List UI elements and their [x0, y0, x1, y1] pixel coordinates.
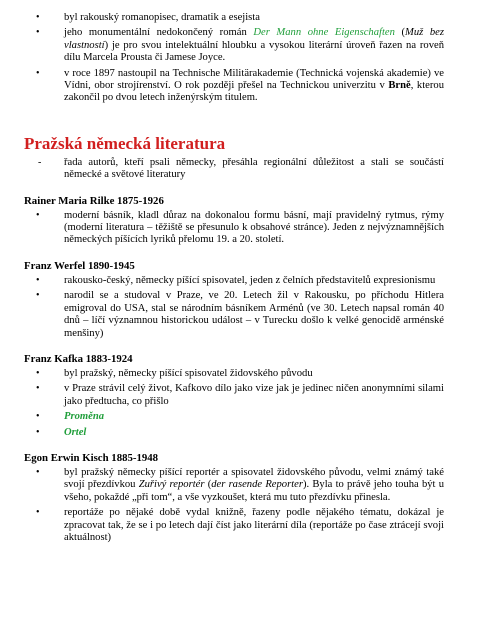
list-item [24, 68, 444, 105]
list-item: • reportáže po nějaké době vydal knižně, řazeny podle nějakého tématu, dokázal je zpracovat tak, že se i po letech dají číst jako literární díla (reportáže po čase ztrácejí svoji aktuálnost) [24, 507, 444, 544]
author-list [24, 467, 444, 544]
list-item [24, 12, 444, 24]
author-list [24, 275, 444, 340]
list-item: • moderní básník, kladl důraz na dokonalou formu básní, mají pravidelný rytmus, rýmy (moderní literatura – těžiště se přesunulo k obsahové stránce). Jeden z nejvýznamnějších německých píšících lyriků přelomu 19. a 20. století. [24, 210, 444, 247]
nickname: Zuřivý reportér [138, 479, 205, 491]
city-name: Brně [388, 80, 411, 92]
list-item [24, 411, 444, 423]
item-text: v roce 1897 nastoupil na Technische Militärakademie (Technická vojenská akademie) ve Vídni, obor strojírenství. O rok později přešel na Technickou univerzitu v [64, 67, 444, 92]
author-heading: Franz Kafka 1883-1924 [24, 352, 133, 365]
item-text: ). Byla to právě jeho touha být u všeho, pokaždé „při tom“, a vše vyzkoušet, která mu tuto přezdívku přinesla. [64, 479, 445, 503]
author-heading: Egon Erwin Kisch 1885-1948 [24, 451, 159, 464]
work-title: Ortel [64, 426, 87, 438]
section-title: Pražská německá literatura [24, 133, 226, 153]
item-text: byl pražský německy píšící reportér a spisovatel židovského původu, velmi známý také svojí přezdívkou [64, 466, 444, 491]
list-item: • v Praze strávil celý život, Kafkovo dílo jako vize jak je jedinec ničen anonymními silami jako předtucha, co přišlo [24, 383, 444, 408]
item-text: ) je pro svou intelektuální hloubku a vysokou literární úroveň řazen na roveň dílu Marcela Prousta či Jamese Joyce. [64, 39, 444, 64]
item-text: , kterou zakončil po dvou letech inženýrským titulem. [64, 80, 444, 104]
item-text: jeho monumentální nedokončený román [64, 27, 254, 39]
list-item: • narodil se a studoval v Praze, ve 20. Letech žil v Rakousku, po příchodu Hitlera emigroval do USA, stal se národním básníkem Arménů (ve 30. Letech napsal román 40 dnů – líčí významnou historickou událost – v Turecku došlo k velké genocidě arménské menšiny) [24, 290, 444, 340]
author-heading: Franz Werfel 1890-1945 [24, 259, 135, 272]
work-title: Der Mann ohne Eigenschaften [253, 27, 395, 39]
author-heading: Rainer Maria Rilke 1875-1926 [24, 194, 164, 207]
nickname-german: der rasende Reporter [211, 479, 303, 491]
item-text: ( [204, 479, 212, 491]
author-list [24, 210, 444, 247]
intro-list [24, 12, 444, 105]
list-item: • rakousko-český, německy píšící spisovatel, jeden z čelních představitelů expresionismu [24, 275, 444, 287]
list-item [24, 27, 444, 64]
section-intro-list [24, 157, 444, 182]
work-title: Proměna [64, 411, 105, 423]
list-item [24, 427, 444, 439]
item-text: byl rakouský romanopisec, dramatik a esejista [64, 12, 260, 23]
list-item: • byl pražský, německy píšící spisovatel židovského původu [24, 368, 444, 380]
list-item [24, 467, 444, 504]
item-text: ( [394, 27, 406, 39]
author-list [24, 368, 444, 439]
work-translation: Muž bez vlastností [64, 27, 445, 51]
list-item: - řada autorů, kteří psali německy, přesáhla regionální důležitost a stali se součástí německé a světové literatury [24, 157, 444, 182]
